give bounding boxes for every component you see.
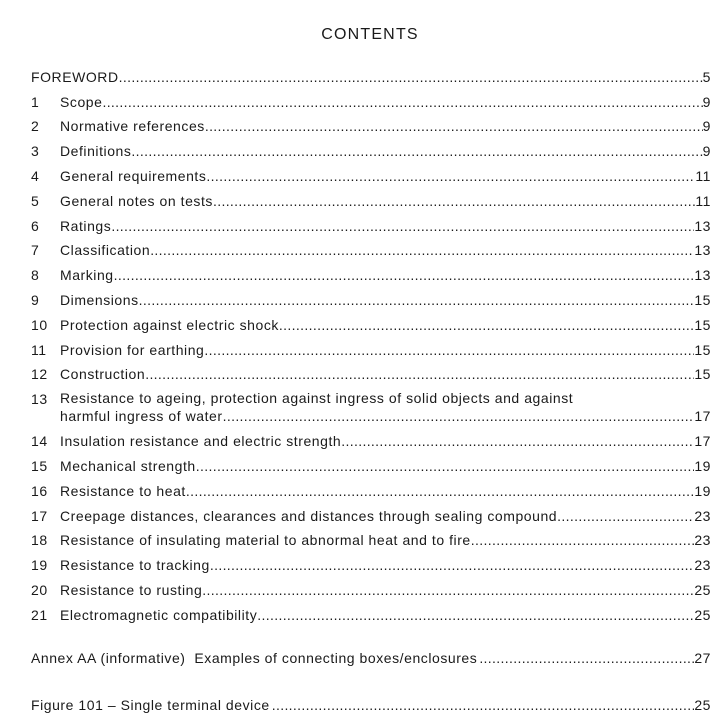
toc-entry-number: 6 [31,217,40,234]
toc-entry-2 [31,111,711,136]
toc-entry-13 [31,383,711,425]
toc-page-number: 9 [702,118,711,135]
toc-entry-label: FOREWORD [31,68,119,85]
toc-entry-20 [31,574,711,599]
toc-page-number: 19 [694,482,711,499]
toc-entry-number: 7 [31,242,40,259]
leader-dots [139,291,695,309]
toc-entry-label: Definitions [60,143,132,160]
toc-entry-number: 17 [31,507,48,524]
leader-dots [206,167,695,185]
toc-entry-label: Resistance to rusting [60,581,203,598]
leader-dots [557,507,694,525]
toc-entry-18 [31,525,711,550]
leader-dots [114,266,695,284]
toc-page-number: 13 [694,267,711,284]
toc-entry-number: 12 [31,366,48,383]
toc-entry-label: Ratings [60,217,112,234]
toc-entry-label: Figure 101 – Single terminal device [31,697,270,713]
toc-entry-16 [31,475,711,500]
leader-dots [213,192,695,210]
toc-entry-label: Insulation resistance and electric strength [60,433,342,450]
toc-entry-1 [31,86,711,111]
toc-entry-label: Construction [60,366,146,383]
toc-page-number: 23 [694,532,711,549]
toc-page-number: 11 [695,167,711,184]
toc-entry-number: 1 [31,93,40,110]
toc-page-number: 23 [694,557,711,574]
toc-page-number: 15 [694,341,711,358]
toc-entry-number: 15 [31,457,48,474]
toc-page-number: 9 [702,93,711,110]
toc-entry-number: 8 [31,267,40,284]
toc-entry-7 [31,235,711,260]
toc-page-number: 25 [694,581,711,598]
toc-entry-3 [31,135,711,160]
toc-page-number: 25 [694,606,711,623]
toc-entry-number: 3 [31,143,40,160]
leader-dots [279,316,694,334]
toc-entry-8 [31,259,711,284]
toc-entry-number: 13 [31,391,48,408]
toc-page-number: 23 [694,507,711,524]
toc-entry-label: Annex AA (informative) Examples of connecting boxes/enclosures [31,650,478,666]
toc-entry-label: Protection against electric shock [60,316,279,333]
leader-dots [186,482,694,500]
toc-entry-number: 20 [31,581,48,598]
leader-dots [257,606,694,624]
toc-page-number: 17 [694,433,711,450]
table-of-contents [31,61,711,624]
toc-entry-number: 18 [31,532,48,549]
toc-entry-label-line1: Resistance to ageing, protection against ingress of solid objects and against [60,390,574,407]
toc-entry-label: Normative references [60,118,205,135]
toc-entry-10 [31,309,711,334]
toc-entry-label: harmful ingress of water [60,408,223,425]
toc-page-number: 19 [694,457,711,474]
leader-dots [471,531,695,549]
toc-figure-list [31,696,711,714]
toc-page-number: 15 [694,316,711,333]
toc-page-number: 13 [694,242,711,259]
toc-page-number: 15 [694,291,711,308]
leader-dots [479,649,694,667]
toc-page-number: 9 [702,143,711,160]
leader-dots [223,407,695,425]
leader-dots [119,68,703,86]
toc-annex-list [31,649,711,667]
toc-entry-number: 19 [31,557,48,574]
toc-entry-4 [31,160,711,185]
toc-entry-number: 2 [31,118,40,135]
toc-entry-label: Mechanical strength [60,457,196,474]
leader-dots [196,457,695,475]
toc-entry-19 [31,549,711,574]
leader-dots [131,142,702,160]
toc-entry-14 [31,425,711,450]
toc-entry-label: Dimensions [60,291,139,308]
toc-entry-label: General notes on tests [60,192,213,209]
toc-entry-annex-aa [31,649,711,667]
leader-dots [202,581,694,599]
toc-entry-label: General requirements [60,167,207,184]
toc-entry-5 [31,185,711,210]
toc-entry-label: Electromagnetic compatibility [60,606,258,623]
page-title: CONTENTS [321,26,419,43]
toc-entry-9 [31,284,711,309]
toc-page-number: 27 [694,650,711,666]
toc-entry-number: 10 [31,316,48,333]
toc-entry-6 [31,210,711,235]
toc-entry-label: Resistance to tracking [60,557,210,574]
toc-entry-label: Provision for earthing [60,341,205,358]
toc-entry-label: Classification [60,242,151,259]
toc-entry-number: 11 [31,341,47,358]
leader-dots [341,432,694,450]
toc-entry-17 [31,500,711,525]
toc-entry-21 [31,599,711,624]
leader-dots [111,217,694,235]
toc-entry-11 [31,334,711,359]
toc-page-number: 15 [694,366,711,383]
toc-entry-number: 5 [31,192,40,209]
toc-entry-number: 9 [31,291,40,308]
toc-entry-15 [31,450,711,475]
toc-entry-number: 14 [31,433,48,450]
leader-dots [205,117,703,135]
toc-page-number: 17 [694,408,711,425]
toc-page-number: 25 [694,697,711,713]
toc-page-number: 11 [695,192,711,209]
toc-entry-12 [31,359,711,384]
toc-entry-label: Resistance to heat [60,482,186,499]
toc-entry-label: Resistance of insulating material to abnormal heat and to fire [60,532,471,549]
toc-entry-number: 21 [31,606,48,623]
toc-entry-number: 16 [31,482,48,499]
toc-entry-label: Marking [60,267,114,284]
toc-entry-label: Scope [60,93,103,110]
toc-entry-foreword [31,61,711,86]
toc-page-number: 13 [694,217,711,234]
leader-dots [150,241,694,259]
leader-dots [204,341,694,359]
leader-dots [145,365,694,383]
leader-dots [210,556,694,574]
toc-entry-label: Creepage distances, clearances and distances through sealing compound [60,507,558,524]
toc-entry-figure-101 [31,696,711,714]
toc-entry-number: 4 [31,167,40,184]
toc-page-number: 5 [702,68,711,85]
leader-dots [272,696,695,714]
leader-dots [102,93,702,111]
